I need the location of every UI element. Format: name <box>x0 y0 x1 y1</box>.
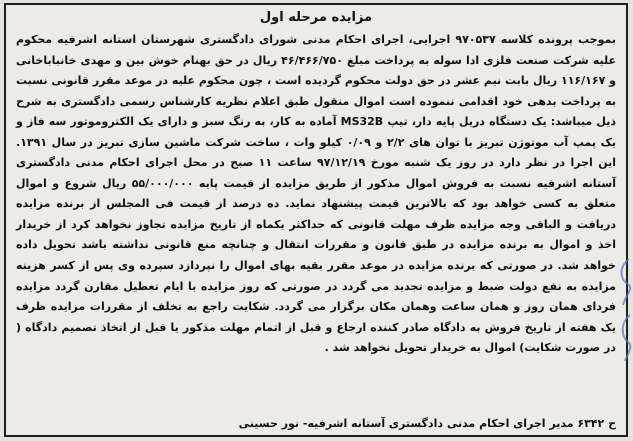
auction-notice <box>4 3 628 437</box>
notice-title: مزایده مرحله اول <box>259 10 373 25</box>
notice-body: بموجب پرونده کلاسه ۹۷۰۵۳۷ اجرایی، اجرای احکام مدنی شورای دادگستری شهرستان استانه اشرفیه محکوم علیه شرکت صنعت فلزی ادا سوله به پرداخت مبلغ ۴۶/۴۶۶/۷۵۰ ریال در حق بهنام خوش بین و مهدی خانباباخانی و ۱۱۶/۱۶۷ ریال بابت نیم عشر در حق دولت محکوم گردیده است ، چون محکوم علیه در موعد مقرر قانونی نسبت به پرداخت بدهی خود اقدامی ننموده است اموال منقول طبق اعلام نظریه کارشناس رسمی دادگستری به شرح ذیل میباشد: یک دستگاه دریل پایه دار، تیپ MS32B آماده به کار، به رنگ سبز و دارای یک الکتروموتور سه فاز و یک پمپ آب موتوژن تبریز با توان های ۲/۲ و ۰/۰۹ کیلو وات ، ساخت شرکت ماشین سازی تبریز در سال ۱۳۹۱. این اجرا در نظر دارد در روز یک شنبه مورخ ۹۷/۱۲/۱۹ ساعت ۱۱ صبح در محل اجرای احکام مدنی دادگستری آستانه اشرفیه نسبت به فروش اموال مذکور از طریق مزایده از قیمت پایه ۵۵/۰۰۰/۰۰۰ ریال شروع و اموال متعلق به کسی خواهد بود که بالاترین قیمت پیشنهاد نماید. ده درصد از قیمت فی المجلس از برنده مزایده دریافت و الباقی وجه مزایده ظرف مهلت قانونی که حداکثر یکماه از تاریخ مزایده تجاوز نخواهد کرد از خریدار اخذ و اموال به برنده مزایده در طبق قانون و مقررات انتقال و چنانچه منع قانونی نداشته باشد تحویل داده خواهد شد. در صورتی که برنده مزایده در موعد مقرر بقیه بهای اموال را نپردازد سپرده وی پس از کسر هزینه مزایده به نفع دولت ضبط و مزایده تجدید می گردد در صورتی که روز مزایده با ایام تعطیل مقارن گردد مزایده فردای همان روز و همان ساعت وهمان مکان برگزار می گردد. شکایت راجع به تخلف از مقررات مزایده ظرف یک هفته از تاریخ فروش به دادگاه صادر کننده ارجاع و قبل از اتمام مهلت مذکور یا قبل از اتخاذ تصمیم دادگاه ( در صورت شکایت) اموال به خریدار تحویل نخواهد شد . <box>16 33 617 355</box>
notice-signature: ح ۶۳۴۲ مدیر اجرای احکام مدنی دادگستری آستانه اشرفیه- نور حسینی <box>238 417 616 430</box>
margin-pen-mark <box>617 255 633 365</box>
